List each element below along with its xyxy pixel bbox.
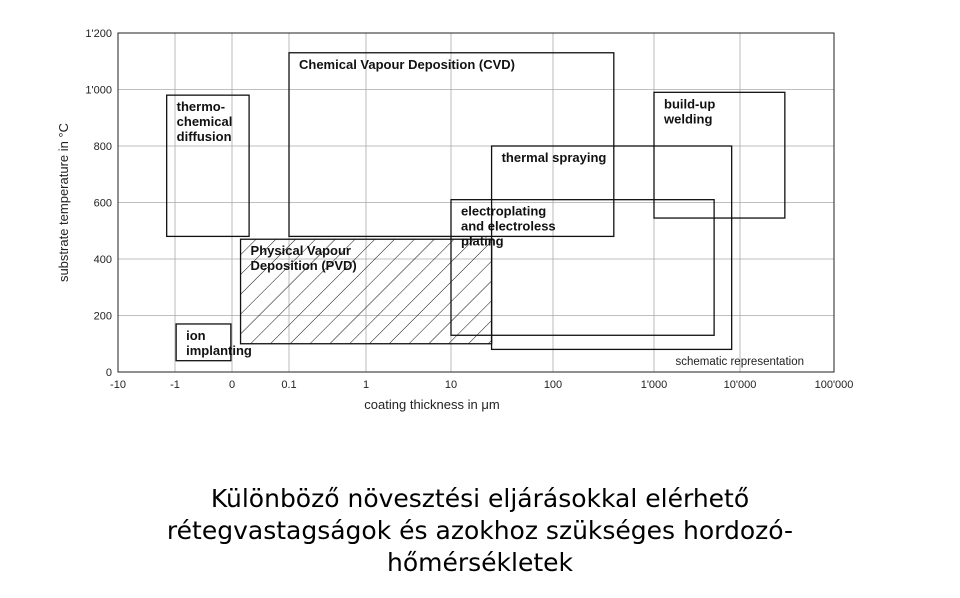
- x-tick-label: 0: [228, 379, 236, 391]
- region-label-thermochemical-diffusion: thermo-: [176, 99, 226, 115]
- region-label-cvd: Chemical Vapour Deposition (CVD): [299, 56, 515, 72]
- region-label-thermal-spraying: thermal spraying: [501, 150, 607, 165]
- region-label-build-up-welding: welding: [664, 111, 713, 127]
- region-label-pvd: Deposition (PVD): [250, 258, 357, 274]
- y-tick-label: 1'200: [85, 28, 112, 40]
- x-tick-label: -10: [110, 379, 126, 391]
- y-axis-label: substrate temperature in °C: [56, 122, 71, 283]
- y-tick-label: 600: [93, 197, 112, 210]
- caption-line-1: Különböző növesztési eljárásokkal elérhető: [210, 484, 750, 513]
- region-label-pvd: Physical Vapour: [250, 243, 351, 259]
- x-axis-label: coating thickness in μm: [364, 397, 500, 412]
- caption-line-3: hőmérsékletek: [386, 548, 574, 577]
- x-tick-label: 10'000: [723, 379, 757, 391]
- x-tick-label: 10: [444, 379, 458, 391]
- x-tick-label: 1: [362, 379, 370, 391]
- region-label-electroplating: plating: [461, 233, 504, 249]
- region-thermal-spraying: [492, 146, 732, 349]
- region-label-thermochemical-diffusion: chemical: [176, 114, 233, 130]
- region-label-ion-implanting: ion: [186, 327, 206, 343]
- region-label-thermochemical-diffusion: diffusion: [176, 129, 232, 145]
- region-label-ion-implanting: implanting: [186, 342, 252, 358]
- region-label-electroplating: electroplating: [461, 203, 547, 219]
- y-tick-label: 400: [93, 254, 112, 266]
- y-tick-label: 800: [93, 141, 112, 153]
- caption: [80, 483, 880, 579]
- x-tick-label: -1: [170, 379, 180, 391]
- y-tick-label: 200: [93, 310, 112, 323]
- x-tick-label: 1'000: [640, 379, 668, 391]
- x-tick-label: 100'000: [814, 379, 854, 391]
- x-tick-label: 100: [543, 379, 563, 391]
- schematic-note: schematic representation: [675, 356, 804, 368]
- y-tick-label: 1'000: [85, 84, 112, 97]
- region-label-electroplating: and electroless: [461, 218, 556, 234]
- x-tick-label: 0.1: [281, 379, 297, 391]
- y-tick-label: 0: [105, 367, 112, 379]
- caption-line-2: rétegvastagságok és azokhoz szükséges hordozó-: [166, 516, 794, 545]
- region-label-build-up-welding: build-up: [664, 96, 716, 112]
